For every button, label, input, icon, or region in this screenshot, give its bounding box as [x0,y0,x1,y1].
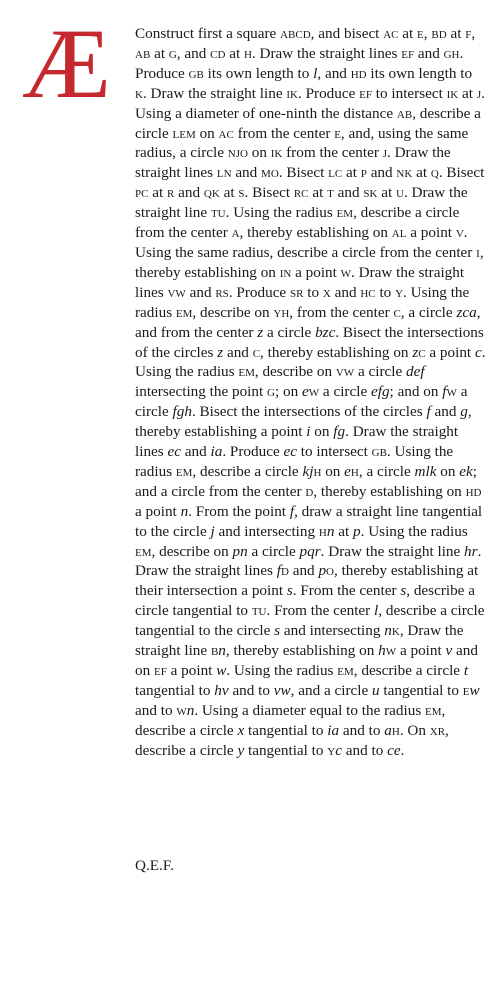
drop-glyph-ae: Æ [22,8,109,119]
construction-text: Construct first a square abcd, and bisect ac at e, bd at f, ab at g, and cd at h. Draw the straight lines ef and gh. Produce gb its own length to l, and hd its own length to k. Draw the straight line ik. Produce ef to intersect ik at j. Using a diameter of one-ninth the distance ab, describe a circle lem on ac from the center e, and, using the same radius, a circle njo on ik from the center j. Draw the straight lines ln and mo. Bisect lc at p and nk at q. Bisect pc at r and qk at s. Bisect rc at t and sk at u. Draw the straight line tu. Using the radius em, describe a circle from the center a, thereby establishing on al a point v. Using the same radius, describe a circle from the center i, thereby establishing on in a point w. Draw the straight lines vw and rs. Produce sr to x and hc to y. Using the radius em, describe on yh, from the center c, a circle zca, and from the center z a circle bzc. Bisect the intersections of the circles z and c, thereby establishing on zc a point c. Using the radius em, describe on vw a circle def intersecting the point g; on ew a circle efg; and on fw a circle fgh. Bisect the intersections of the circles f and g, thereby establishing a point i on fg. Draw the straight lines ec and ia. Produce ec to intersect gb. Using the radius em, describe a circle kjh on eh, a circle mlk on ek; and a circle from the center d, thereby establishing on hd a point n. From the point f, draw a straight line tangential to the circle j and intersecting hn at p. Using the radius em, describe on pn a circle pqr. Draw the straight line hr. Draw the straight lines fd and po, thereby establishing at their intersection a point s. From the center s, describe a circle tangential to tu. From the center l, describe a circle tangential to the circle s and intersecting nk, Draw the straight line bn, thereby establishing on hw a point v and on ef a point w. Using the radius em, describe a circle t tangential to hv and to vw, and a circle u tangential to ew and to wn. Using a diameter equal to the radius em, describe a circle x tangential to ia and to ah. On xr, describe a circle y tangential to yc and to ce. [135,25,486,759]
closing-qef: Q.E.F. [135,857,174,874]
